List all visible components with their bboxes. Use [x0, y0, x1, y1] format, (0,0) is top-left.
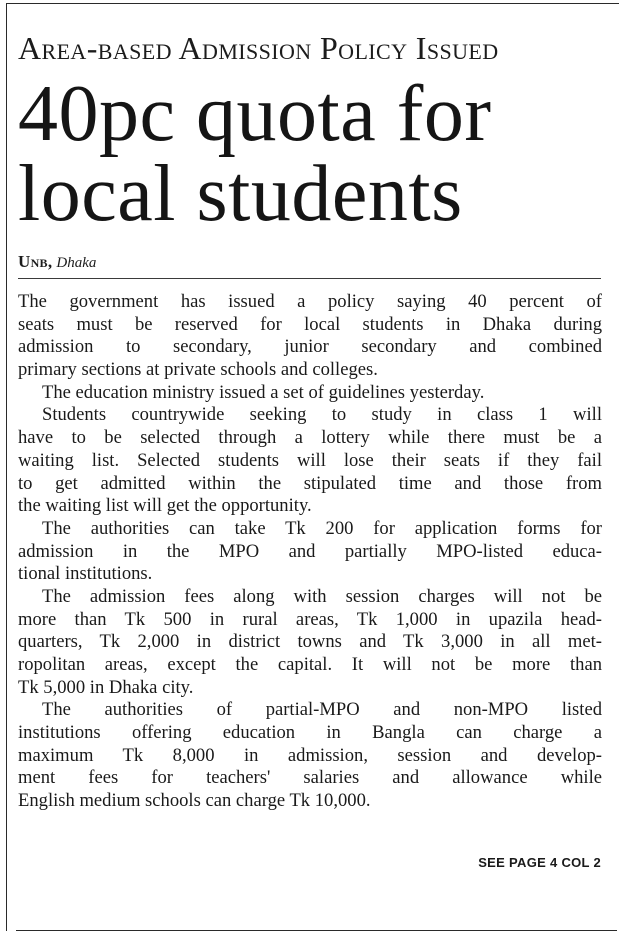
body-line: the waiting list will get the opportunity.: [18, 495, 312, 517]
headline-line-1: 40pc quota for: [18, 70, 492, 158]
body-line: The admission fees along with session charges will not be: [42, 585, 602, 607]
byline-divider: [18, 278, 601, 279]
bottom-border-rule: [16, 930, 617, 931]
article-body: [18, 291, 602, 813]
byline-agency: Unb,: [18, 252, 53, 271]
kicker-headline: Area-based Admission Policy Issued: [18, 30, 499, 66]
byline-place: Dhaka: [56, 255, 97, 271]
body-line: institutions offering education in Bangla can charge a: [18, 722, 602, 744]
body-line: admission to secondary, junior secondary and combined: [18, 336, 602, 358]
body-line: more than Tk 500 in rural areas, Tk 1,000 in upazila head-: [18, 608, 602, 630]
body-line: seats must be reserved for local students in Dhaka during: [18, 313, 602, 335]
body-line: have to be selected through a lottery while there must be a: [18, 427, 602, 449]
body-line: ropolitan areas, except the capital. It will not be more than: [18, 654, 602, 675]
body-line: The education ministry issued a set of guidelines yesterday.: [42, 381, 485, 403]
byline: [18, 252, 96, 273]
headline: [18, 70, 618, 238]
body-line: The government has issued a policy saying 40 percent of: [18, 291, 602, 312]
body-line: The authorities of partial-MPO and non-MPO listed: [42, 699, 602, 721]
body-line: quarters, Tk 2,000 in district towns and Tk 3,000 in all met-: [18, 631, 602, 653]
body-line: maximum Tk 8,000 in admission, session and develop-: [18, 744, 602, 766]
body-line: ment fees for teachers' salaries and allowance while: [18, 767, 602, 789]
body-line: primary sections at private schools and colleges.: [18, 359, 378, 381]
body-line: waiting list. Selected students will lose their seats if they fail: [18, 449, 602, 471]
headline-line-2: local students: [18, 150, 463, 238]
body-line: English medium schools can charge Tk 10,000.: [18, 790, 371, 812]
continuation-jump-line: SEE PAGE 4 COL 2: [478, 855, 601, 870]
left-border-rule: [6, 3, 7, 931]
top-border-rule: [6, 3, 619, 4]
body-line: admission in the MPO and partially MPO-listed educa-: [18, 540, 602, 562]
body-line: tional institutions.: [18, 563, 153, 585]
body-line: Students countrywide seeking to study in class 1 will: [42, 404, 602, 426]
body-line: Tk 5,000 in Dhaka city.: [18, 676, 194, 698]
body-line: to get admitted within the stipulated time and those from: [18, 472, 602, 494]
body-line: The authorities can take Tk 200 for application forms for: [42, 517, 602, 539]
